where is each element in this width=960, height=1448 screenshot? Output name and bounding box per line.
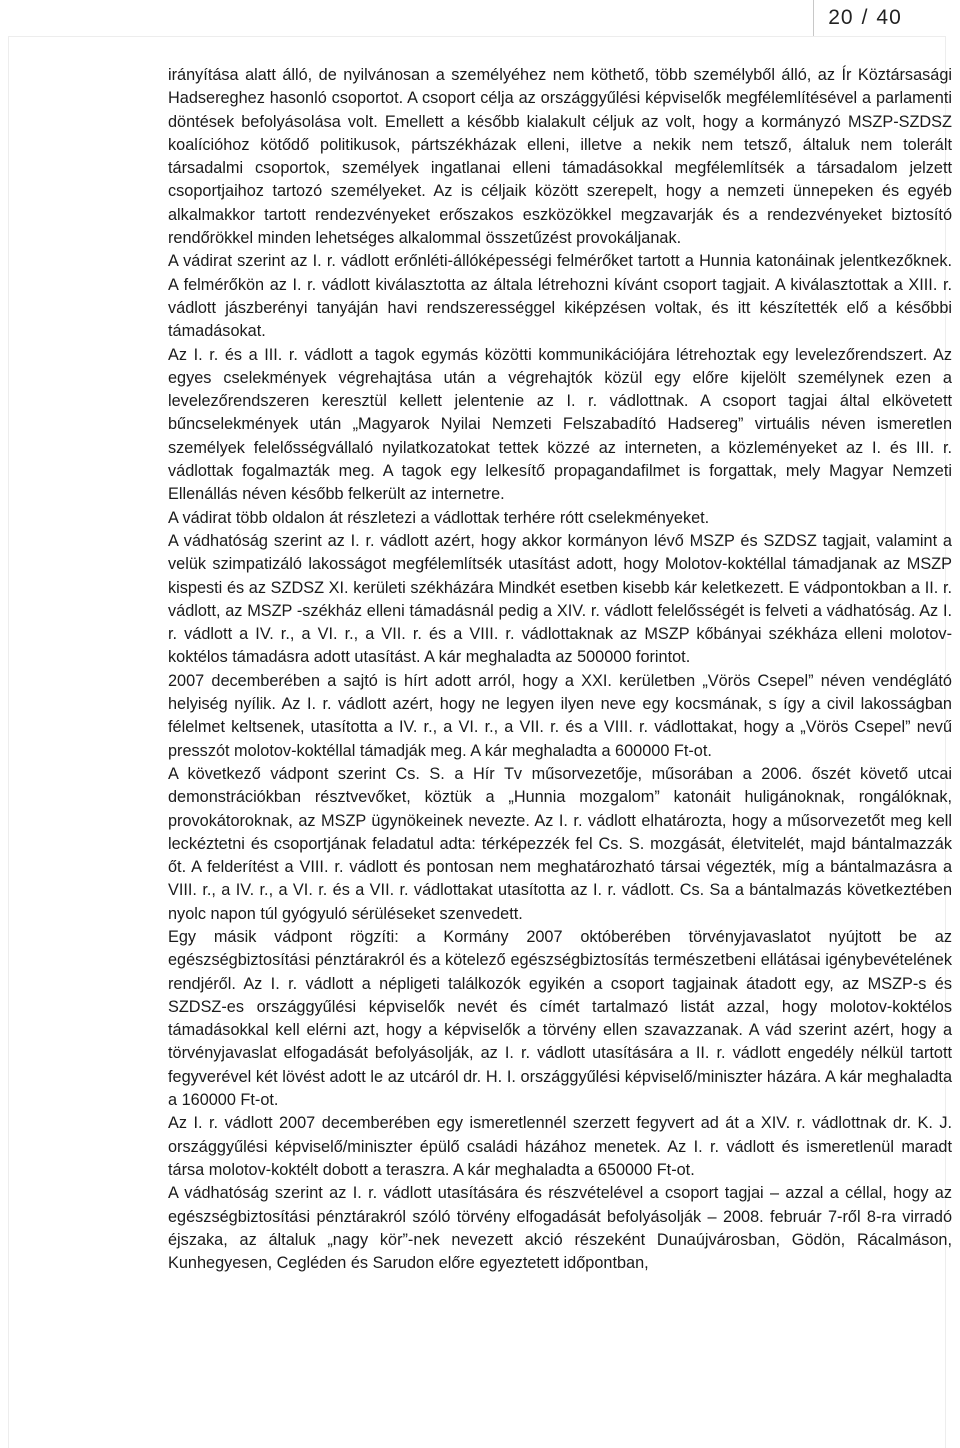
- paragraph-7: A következő vádpont szerint Cs. S. a Hír Tv műsorvezetője, műsorában a 2006. őszét követő utcai demonstrációkban résztvevőket, köztük a „Hunnia mozgalom” katonáit huligánoknak, rongálóknak, provokátoroknak, az MSZP ügynökeinek nevezte. Az I. r. vádlott elhatározta, hogy a műsorvezetőt meg kell leckéztetni és csoportjának feladatul adta: térképezzék fel Cs. S. mozgását, életvitelét, majd bántalmazzák őt. A felderítést a VIII. r. vádlott és pontosan nem meghatározható társai végezték, míg a bántalmazásra a VIII. r., a IV. r., a VI. r. és a VII. r. vádlottakat utasította az I. r. vádlott. Cs. Sa a bántalmazás következtében nyolc napon túl gyógyuló sérüléseket szenvedett.: [168, 764, 952, 923]
- document-body: [168, 64, 952, 1275]
- page-number-total: 40: [876, 6, 902, 29]
- page-number: [813, 0, 916, 37]
- paragraph-8: Egy másik vádpont rögzíti: a Kormány 2007 októberében törvényjavaslatot nyújtott be az egészségbiztosítási pénztárakról és a kötelező egészségbiztosítás természetbeni ellátásai igénybevételének rendjéről. Az I. r. vádlott a népligeti találkozók egyikén a csoport tagjainak átadott egy, az MSZP-s és SZDSZ-es országgyűlési képviselők nevét és címét tartalmazó listát azzal, hogy molotov-koktélos támadásokkal kell elérni azt, hogy a képviselők a törvény ellen szavazzanak. A vád szerint azért, hogy a törvényjavaslat elfogadását befolyásolják, az I. r. vádlott utasítására a II. r. vádlott engedély nélkül tartott fegyverével két lövést adott le az utcáról dr. H. I. országgyűlési képviselő/miniszter házára. A kár meghaladta a 160000 Ft-ot.: [168, 927, 952, 1110]
- paragraph-2: A vádirat szerint az I. r. vádlott erőnléti-állóképességi felmérőket tartott a Hunnia katonáinak jelentkezőknek. A felmérőkön az I. r. vádlott kiválasztotta az általa létrehozni kívánt csoport tagjait. A kiválasztottak a XIII. r. vádlott jászberényi tanyáján havi rendszerességgel kiképzésen voltak, és itt készítették elő a későbbi támadásokat.: [168, 252, 952, 341]
- page-number-separator: /: [861, 6, 869, 29]
- paragraph-9: Az I. r. vádlott 2007 decemberében egy ismeretlennél szerzett fegyvert ad át a XIV. r. vádlottnak dr. K. J. országgyűlési képviselő/miniszter épülő családi házához menetek. Az I. r. vádlott és ismeretlenül maradt társa molotov-koktélt dobott a teraszra. A kár meghaladta a 650000 Ft-ot.: [168, 1114, 952, 1179]
- paragraph-5: A vádhatóság szerint az I. r. vádlott azért, hogy akkor kormányon lévő MSZP és SZDSZ tagjait, valamint a velük szimpatizáló lakosságot megfélemlítsék utasítást adott, hogy Molotov-koktéllal támadjanak az MSZP kispesti és az SZDSZ XI. kerületi székházára Mindkét esetben kisebb kár keletkezett. E vádpontokban a II. r. vádlott, az MSZP -székház elleni támadásnál pedig a XIV. r. vádlott felelősségét is felveti a vádhatóság. Az I. r. vádlott a IV. r., a VI. r., a VII. r. és a VIII. r. vádlottaknak az MSZP kőbányai székháza elleni molotov-koktélos támadásra adott utasítást. A kár meghaladta az 500000 forintot.: [168, 531, 952, 667]
- paragraph-6: 2007 decemberében a sajtó is hírt adott arról, hogy a XXI. kerületben „Vörös Csepel” néven vendéglátó helyiség nyílik. Az I. r. vádlott azért, hogy ne legyen ilyen neve egy kocsmának, s így a civil lakosságban félelmet keltsenek, utasította a IV. r., a VI. r., a VII. r. és a VIII. r. vádlottakat, hogy a „Vörös Csepel” nevű presszót molotov-koktéllal támadják meg. A kár meghaladta a 600000 Ft-ot.: [168, 671, 952, 760]
- paragraph-3: Az I. r. és a III. r. vádlott a tagok egymás közötti kommunikációjára létrehoztak egy levelezőrendszert. Az egyes cselekmények végrehajtása után a végrehajtók közül egy előre kijelölt személynek ezen a levelezőrendszeren keresztül kellett jelentenie az I. r. vádlottnak. A csoport tagjai által elkövetett bűncselekmények után „Magyarok Nyilai Nemzeti Felszabadító Hadsereg” virtuális néven ismeretlen személyek felelősségvállaló nyilatkozatokat tettek közzé az interneten, a közleményeket az I. és III. r. vádlottak fogalmazták meg. A tagok egy lelkesítő propagandafilmet is forgattak, mely Magyar Nemzeti Ellenállás néven később felkerült az internetre.: [168, 345, 952, 504]
- paragraph-4: A vádirat több oldalon át részletezi a vádlottak terhére rótt cselekményeket.: [168, 508, 710, 527]
- paragraph-1: irányítása alatt álló, de nyilvánosan a személyéhez nem köthető, több személyből álló, az Ír Köztársasági Hadsereghez hasonló csoportot. A csoport célja az országgyűlési képviselők megfélemlítésével a parlamenti döntések befolyásolása volt. Emellett a később kialakult céljuk az volt, hogy a kormányzó MSZP-SZDSZ koalícióhoz kötődő politikusok, pártszékházak elleni, illetve a nekik nem tetsző, általuk nem tolerált társadalmi csoportok, személyek ingatlanai elleni támadásokkal megfélemlítsék a társadalom jelzett csoportjaihoz tartozó személyeket. Az is céljaik között szerepelt, hogy a nemzeti ünnepeken és egyéb alkalmakkor tartott rendezvényeket erőszakos eszközökkel megzavarják és a rendezvényeket biztosító rendőrökkel minden lehetséges alkalommal összetűzést provokáljanak.: [168, 66, 952, 248]
- paragraph-10: A vádhatóság szerint az I. r. vádlott utasítására és részvételével a csoport tagjai – azzal a céllal, hogy az egészségbiztosítási pénztárakról szóló törvény elfogadását befolyásolják – 2008. február 7-ről 8-ra virradó éjszaka, az általuk „nagy kör”-nek nevezett akció részeként Dunaújvárosban, Gödön, Rácalmáson, Kunhegyesen, Cegléden és Sarudon előre egyeztetett időpontban,: [168, 1184, 952, 1273]
- page-number-current: 20: [828, 6, 854, 29]
